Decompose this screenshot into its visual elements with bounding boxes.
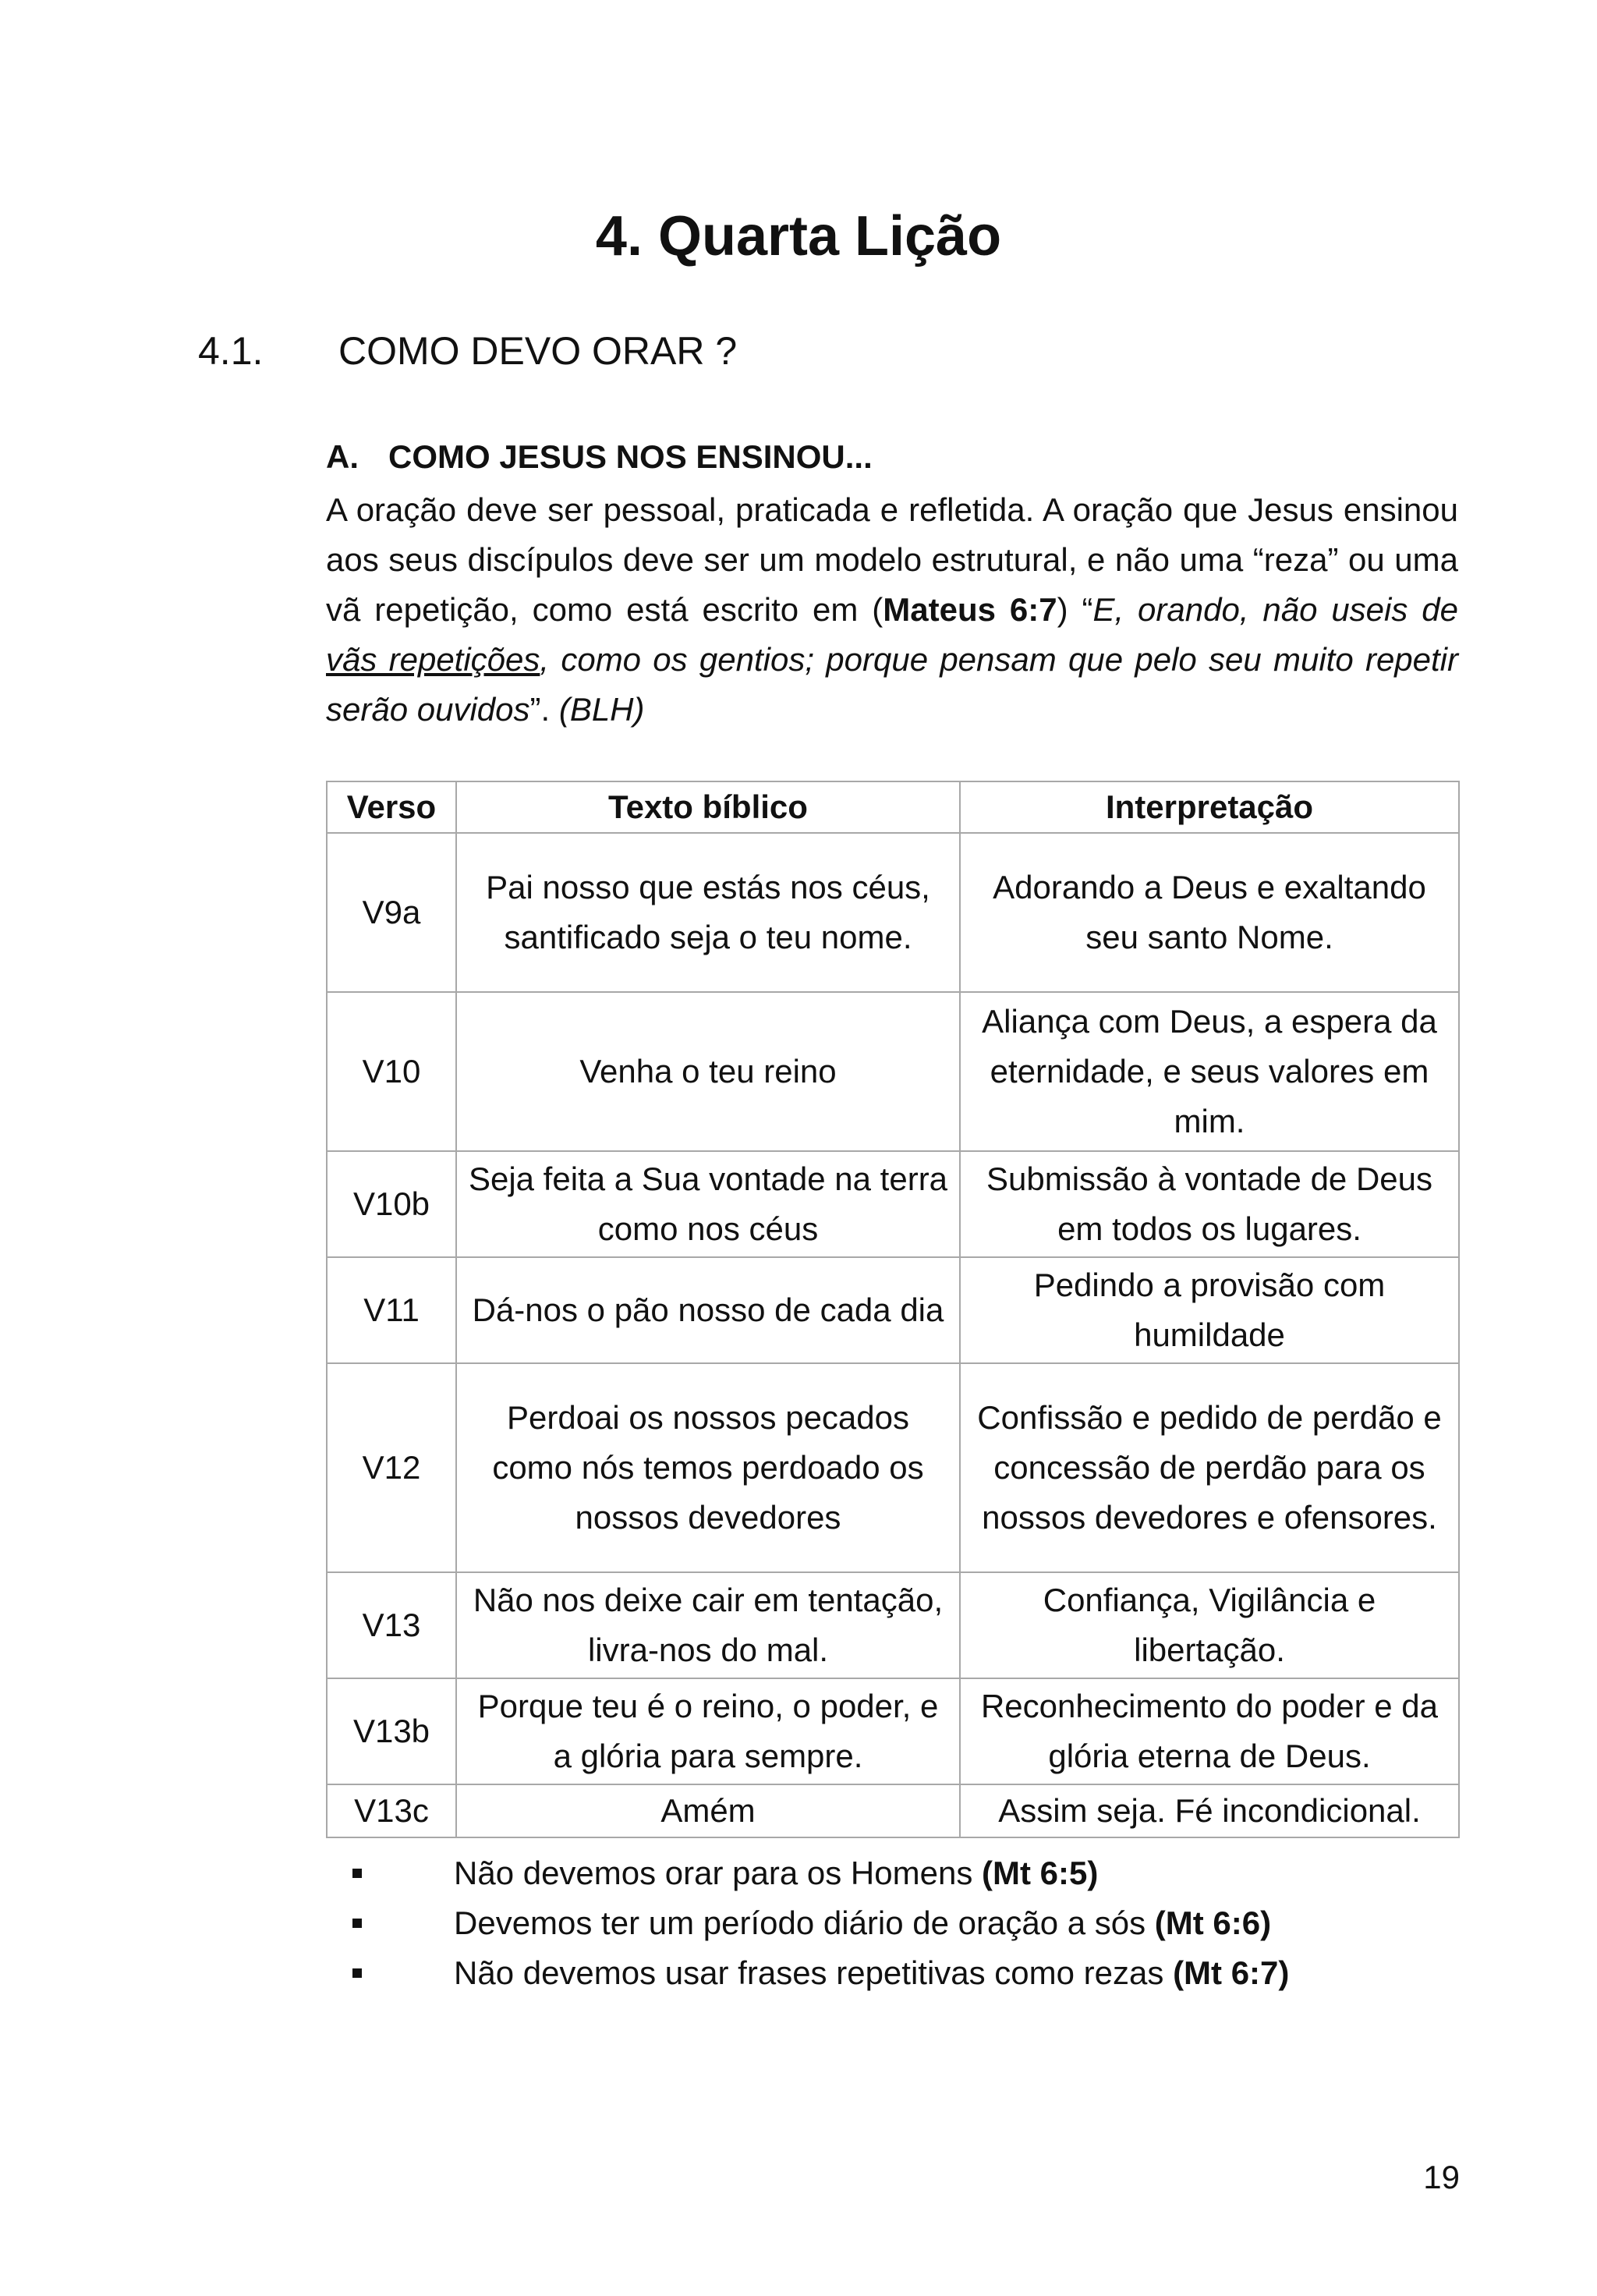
interpretation-cell: Assim seja. Fé incondicional. <box>960 1784 1459 1837</box>
table-row <box>327 1363 1459 1572</box>
bible-text-cell: Seja feita a Sua vontade na terra como nos céus <box>456 1151 960 1257</box>
bible-text-cell: Pai nosso que estás nos céus, santificado seja o teu nome. <box>456 833 960 992</box>
table-row <box>327 833 1459 992</box>
intro-paragraph <box>326 485 1458 735</box>
subsection-title: COMO JESUS NOS ENSINOU... <box>388 438 873 475</box>
interpretation-cell: Aliança com Deus, a espera da eternidade, e seus valores em mim. <box>960 992 1459 1151</box>
bullet-list <box>352 1848 1289 1998</box>
square-bullet-icon <box>352 1869 362 1878</box>
square-bullet-icon <box>352 1968 362 1978</box>
bullet-reference: (Mt 6:6) <box>1154 1904 1272 1941</box>
interpretation-cell: Submissão à vontade de Deus em todos os lugares. <box>960 1151 1459 1257</box>
verse-cell: V13 <box>327 1572 456 1678</box>
bullet-label: Não devemos usar frases repetitivas como rezas <box>454 1954 1174 1991</box>
bible-text-cell: Amém <box>456 1784 960 1837</box>
square-bullet-icon <box>352 1919 362 1928</box>
verse-cell: V13b <box>327 1678 456 1784</box>
subsection-letter: A. <box>326 438 359 475</box>
subsection-heading <box>326 435 873 479</box>
scripture-reference: Mateus 6:7 <box>883 591 1057 628</box>
interpretation-cell: Confissão e pedido de perdão e concessão de perdão para os nossos devedores e ofensores. <box>960 1363 1459 1572</box>
bible-text-cell: Dá-nos o pão nosso de cada dia <box>456 1257 960 1363</box>
bullet-reference: (Mt 6:7) <box>1173 1954 1290 1991</box>
chapter-title: 4. Quarta Lição <box>595 205 1002 268</box>
verse-cell: V9a <box>327 833 456 992</box>
table-row <box>327 1151 1459 1257</box>
bible-text-cell: Não nos deixe cair em tentação, livra-nos do mal. <box>456 1572 960 1678</box>
bible-text-cell: Perdoai os nossos pecados como nós temos perdoado os nossos devedores <box>456 1363 960 1572</box>
bullet-label: Não devemos orar para os Homens <box>454 1855 982 1891</box>
verse-cell: V13c <box>327 1784 456 1837</box>
table-row <box>327 1678 1459 1784</box>
interpretation-cell: Pedindo a provisão com humildade <box>960 1257 1459 1363</box>
section-title: COMO DEVO ORAR ? <box>338 329 738 373</box>
section-heading <box>198 326 737 376</box>
interpretation-cell: Reconhecimento do poder e da glória eterna de Deus. <box>960 1678 1459 1784</box>
header-interpretation: Interpretação <box>960 781 1459 833</box>
verse-cell: V10 <box>327 992 456 1151</box>
interpretation-cell: Adorando a Deus e exaltando seu santo Nome. <box>960 833 1459 992</box>
table-row <box>327 1572 1459 1678</box>
header-bible-text: Texto bíblico <box>456 781 960 833</box>
interpretation-cell: Confiança, Vigilância e libertação. <box>960 1572 1459 1678</box>
table-row <box>327 1784 1459 1837</box>
table-row <box>327 992 1459 1151</box>
page-number: 19 <box>1423 2159 1460 2195</box>
intro-text: ”. <box>529 691 559 728</box>
prayer-table <box>326 781 1460 1838</box>
bible-text-cell: Venha o teu reino <box>456 992 960 1151</box>
verse-cell: V11 <box>327 1257 456 1363</box>
bible-version: (BLH) <box>558 691 645 728</box>
list-item <box>352 1848 1289 1898</box>
verse-cell: V10b <box>327 1151 456 1257</box>
quote-text: E, orando, não useis de <box>1092 591 1458 628</box>
bullet-text <box>454 1898 1271 1948</box>
bullet-reference: (Mt 6:5) <box>981 1855 1099 1891</box>
bible-text-cell: Porque teu é o reino, o poder, e a glória para sempre. <box>456 1678 960 1784</box>
quote-emphasis: vãs repetições <box>326 641 540 678</box>
verse-cell: V12 <box>327 1363 456 1572</box>
intro-text: ) “ <box>1057 591 1093 628</box>
table-row <box>327 1257 1459 1363</box>
bullet-text <box>454 1948 1289 1998</box>
header-verse: Verso <box>327 781 456 833</box>
bullet-text <box>454 1848 1098 1898</box>
bullet-label: Devemos ter um período diário de oração a sós <box>454 1904 1155 1941</box>
table-header-row <box>327 781 1459 833</box>
list-item <box>352 1898 1289 1948</box>
list-item <box>352 1948 1289 1998</box>
quote-text: , como os gentios; porque pensam que pelo seu muito repetir serão ouvidos <box>326 641 1458 728</box>
intro-text: A oração deve ser pessoal, praticada e refletida. A oração que Jesus ensinou aos seus discípulos deve ser um modelo estrutural, e não uma “reza” ou uma vã repetição, como está escrito em ( <box>326 491 1458 628</box>
section-number: 4.1. <box>198 329 264 373</box>
